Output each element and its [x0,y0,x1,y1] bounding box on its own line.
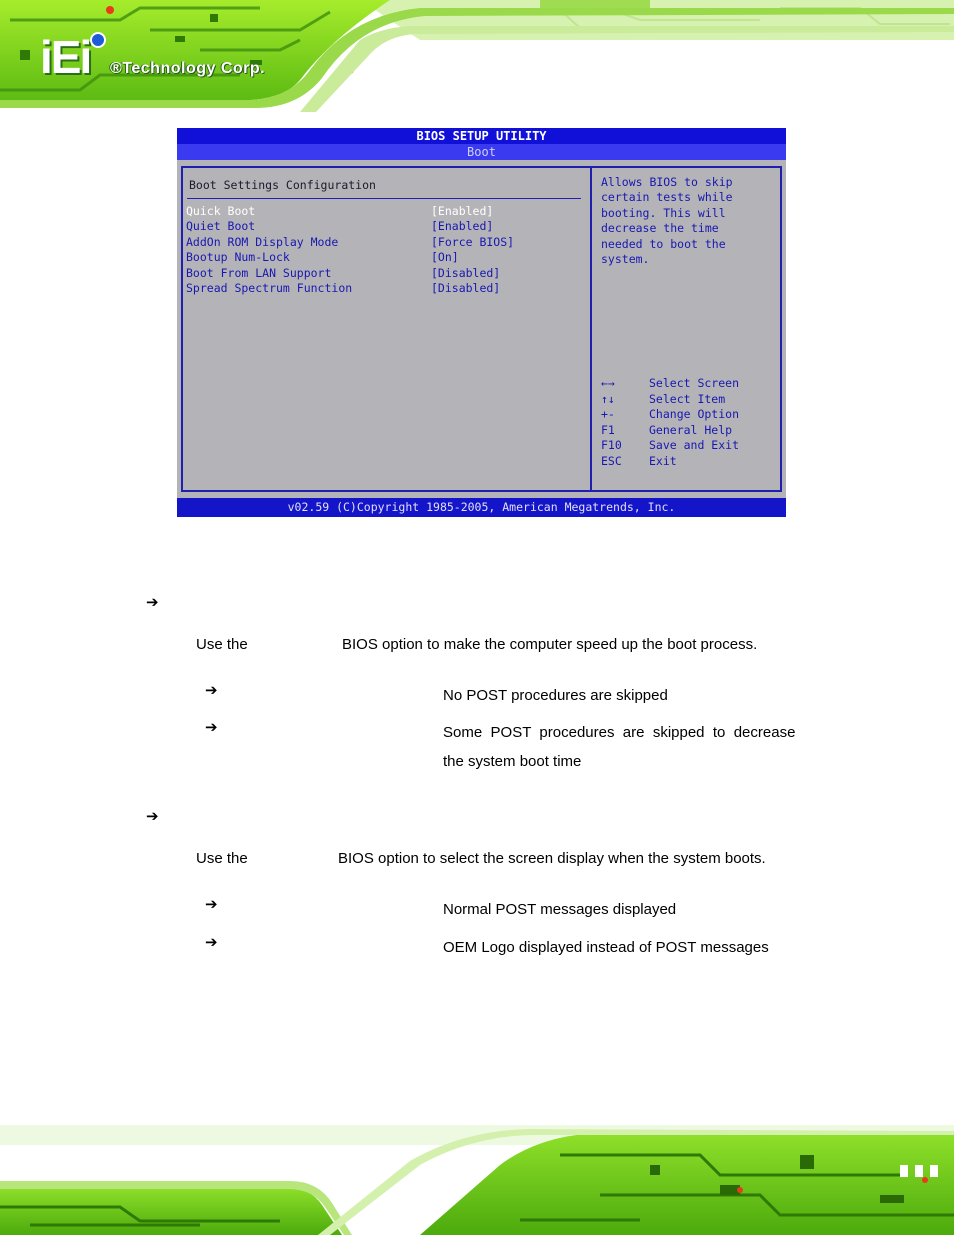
bios-key-legend [601,376,781,470]
bullet-arrow-icon: ➔ [205,933,218,951]
key-description: General Help [649,422,733,437]
key-name: ↑↓ [601,391,615,406]
bullet-arrow-icon: ➔ [146,593,159,611]
key-description: Save and Exit [649,438,740,453]
key-legend-row [601,438,781,454]
key-legend-row [601,392,781,408]
bios-option-label: Quiet Boot [186,219,256,234]
quiet-boot-disabled-desc: Normal POST messages displayed [443,901,677,918]
iei-logo-mark: iEi [40,31,91,83]
bios-title: BIOS SETUP UTILITY [177,128,786,144]
key-description: Select Item [649,391,726,406]
bios-option-value: [Enabled] [431,219,494,234]
bios-option-row[interactable] [186,204,586,219]
key-name: F10 [601,438,622,453]
section-underline [187,198,581,199]
bios-option-label: Boot From LAN Support [186,265,332,280]
bios-option-value: [Disabled] [431,265,501,280]
help-line: decrease the time [601,221,719,236]
help-line: booting. This will [601,205,726,220]
bios-option-row[interactable] [186,266,586,281]
bullet-arrow-icon: ➔ [205,681,218,699]
key-legend-row [601,407,781,423]
key-name: +- [601,407,615,422]
bios-option-label: Spread Spectrum Function [186,280,353,295]
bullet-arrow-icon: ➔ [205,895,218,913]
help-line: needed to boot the [601,236,726,251]
bios-option-row[interactable] [186,250,586,265]
company-name: ®Technology Corp. [110,60,266,77]
bullet-arrow-icon: ➔ [146,807,159,825]
bullet-arrow-icon: ➔ [205,718,218,736]
quiet-boot-use-the: Use the [196,850,248,867]
key-name: ←→ [601,376,615,390]
section-title: Boot Settings Configuration [189,178,376,192]
help-line: system. [601,251,650,266]
bios-option-value: [Enabled] [431,204,494,218]
key-description: Select Screen [649,376,740,390]
key-description: Exit [649,453,677,468]
quick-boot-description: BIOS option to make the computer speed up the boot process. [342,636,758,653]
bios-option-label: Quick Boot [186,204,256,218]
quick-boot-enabled-desc-line2: the system boot time [443,753,582,770]
key-description: Change Option [649,407,740,422]
bios-option-label: Bootup Num-Lock [186,250,290,265]
quick-boot-disabled-desc: No POST procedures are skipped [443,687,668,704]
bios-tab-boot[interactable]: Boot [177,144,786,160]
bios-option-list [186,204,586,296]
footer-banner [0,1125,954,1235]
key-name: F1 [601,422,615,437]
bios-option-row[interactable] [186,235,586,250]
help-line: certain tests while [601,190,733,205]
bios-body [177,160,786,498]
bios-option-label: AddOn ROM Display Mode [186,234,339,249]
help-line: Allows BIOS to skip [601,175,733,189]
circuit-board-banner-art [0,0,954,112]
bios-panel-divider [590,166,592,492]
key-legend-row [601,454,781,470]
key-legend-row [601,376,781,392]
bios-option-value: [On] [431,250,459,265]
quick-boot-enabled-desc-line1: Some POST procedures are skipped to decrease [443,724,796,741]
header-banner [0,0,954,112]
bios-option-row[interactable] [186,281,586,296]
bios-help-text [601,175,781,267]
key-legend-row [601,423,781,439]
logo-dot-icon [90,32,106,48]
quick-boot-use-the: Use the [196,636,248,653]
bios-copyright: v02.59 (C)Copyright 1985-2005, American Megatrends, Inc. [177,498,786,517]
bios-option-row[interactable] [186,219,586,234]
bios-option-value: [Force BIOS] [431,234,515,249]
circuit-board-footer-art [0,1125,954,1235]
bios-option-value: [Disabled] [431,280,501,295]
quiet-boot-enabled-desc: OEM Logo displayed instead of POST messages [443,939,769,956]
bios-screenshot [177,128,786,517]
key-name: ESC [601,453,622,468]
quiet-boot-description: BIOS option to select the screen display when the system boots. [338,850,766,867]
